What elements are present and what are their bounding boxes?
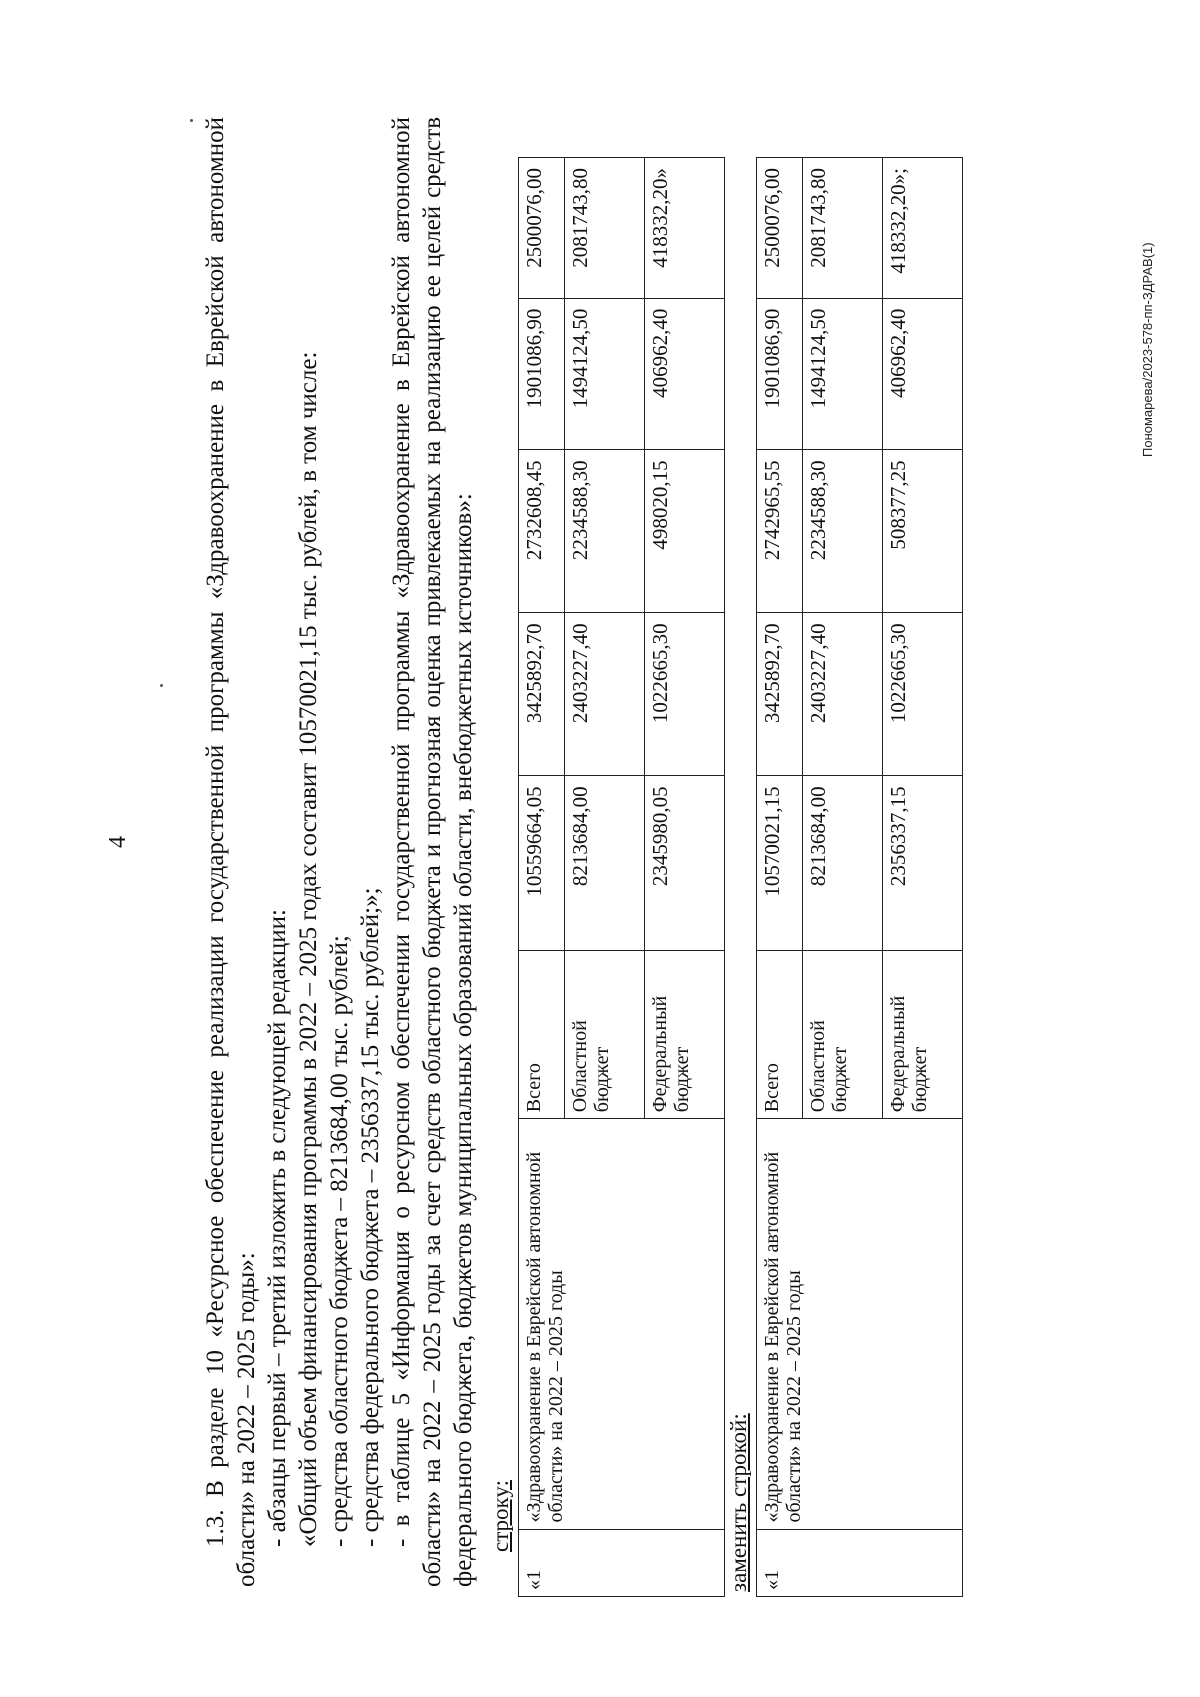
value-cell: 2500076,00 — [757, 158, 803, 299]
paragraph: - средства областного бюджета – 8213684,00 тыс. рублей; — [326, 935, 353, 1547]
value-cell: 2403227,40 — [803, 613, 883, 776]
amendment-text — [200, 117, 479, 1587]
paragraph: 1.3. В разделе 10 «Ресурсное обеспечение реализации государственной программы «Здравоохранение в Еврейской автономной области» на 2022 – 2025 годы»: — [202, 117, 260, 1587]
value-cell: 508377,25 — [883, 450, 963, 613]
document-footer-code: Пономарева/2023-578-пп-ЗДРАВ(1) — [1140, 242, 1155, 457]
value-cell: 2403227,40 — [565, 613, 645, 776]
scan-speck — [190, 119, 193, 122]
value-cell: 10559664,05 — [519, 776, 565, 950]
paragraph: - средства федерального бюджета – 2356337,15 тыс. рублей;»; — [357, 887, 384, 1547]
table-new-row — [756, 157, 963, 1597]
funding-source: Федеральный бюджет — [883, 950, 963, 1119]
table-row — [519, 158, 565, 1597]
value-cell: 2732608,45 — [519, 450, 565, 613]
paragraph: «Общий объем финансирования программы в 2022 – 2025 годах составит 10570021,15 тыс. рублей, в том числе: — [295, 351, 322, 1547]
value-cell: 3425892,70 — [519, 613, 565, 776]
funding-source: Областной бюджет — [565, 950, 645, 1119]
value-cell: 406962,40 — [645, 298, 725, 450]
value-cell: 498020,15 — [645, 450, 725, 613]
row-number: «1 — [757, 1529, 963, 1596]
value-cell: 2081743,80 — [803, 158, 883, 299]
value-cell: 1901086,90 — [757, 298, 803, 450]
program-name: «Здравоохранение в Еврейской автономной области» на 2022 – 2025 годы — [757, 1119, 963, 1529]
value-cell: 406962,40 — [883, 298, 963, 450]
value-cell: 418332,20» — [645, 158, 725, 299]
value-cell: 2081743,80 — [565, 158, 645, 299]
value-cell: 1022665,30 — [883, 613, 963, 776]
paragraph: - в таблице 5 «Информация о ресурсном обеспечении государственной программы «Здравоохранение в Еврейской автономной области» на 2022 – 2025 годы за счет средств областного бюджета и прогнозная оценка привлекаемых на реализацию ее целей средств федерального бюджета, бюджетов муниципальных образований области, внебюджетных источников»: — [388, 117, 477, 1587]
label-row-after: заменить строкой: — [726, 1413, 751, 1592]
value-cell: 1901086,90 — [519, 298, 565, 450]
value-cell: 8213684,00 — [565, 776, 645, 950]
page-number: 4 — [105, 836, 131, 848]
row-number: «1 — [519, 1529, 725, 1596]
table-row — [757, 158, 803, 1597]
value-cell: 2356337,15 — [883, 776, 963, 950]
paragraph: - абзацы первый – третий изложить в следующей редакции: — [264, 909, 291, 1547]
funding-source: Всего — [757, 950, 803, 1119]
program-name: «Здравоохранение в Еврейской автономной области» на 2022 – 2025 годы — [519, 1119, 725, 1529]
value-cell: 10570021,15 — [757, 776, 803, 950]
value-cell: 8213684,00 — [803, 776, 883, 950]
label-row-before: строку: — [488, 1480, 513, 1552]
funding-source: Областной бюджет — [803, 950, 883, 1119]
value-cell: 2500076,00 — [519, 158, 565, 299]
value-cell: 2234588,30 — [565, 450, 645, 613]
value-cell: 1494124,50 — [565, 298, 645, 450]
table-old-row — [518, 157, 725, 1597]
value-cell: 2742965,55 — [757, 450, 803, 613]
value-cell: 1494124,50 — [803, 298, 883, 450]
value-cell: 1022665,30 — [645, 613, 725, 776]
value-cell: 2345980,05 — [645, 776, 725, 950]
value-cell: 418332,20»; — [883, 158, 963, 299]
funding-source: Федеральный бюджет — [645, 950, 725, 1119]
scan-speck — [160, 684, 163, 687]
funding-source: Всего — [519, 950, 565, 1119]
value-cell: 2234588,30 — [803, 450, 883, 613]
value-cell: 3425892,70 — [757, 613, 803, 776]
